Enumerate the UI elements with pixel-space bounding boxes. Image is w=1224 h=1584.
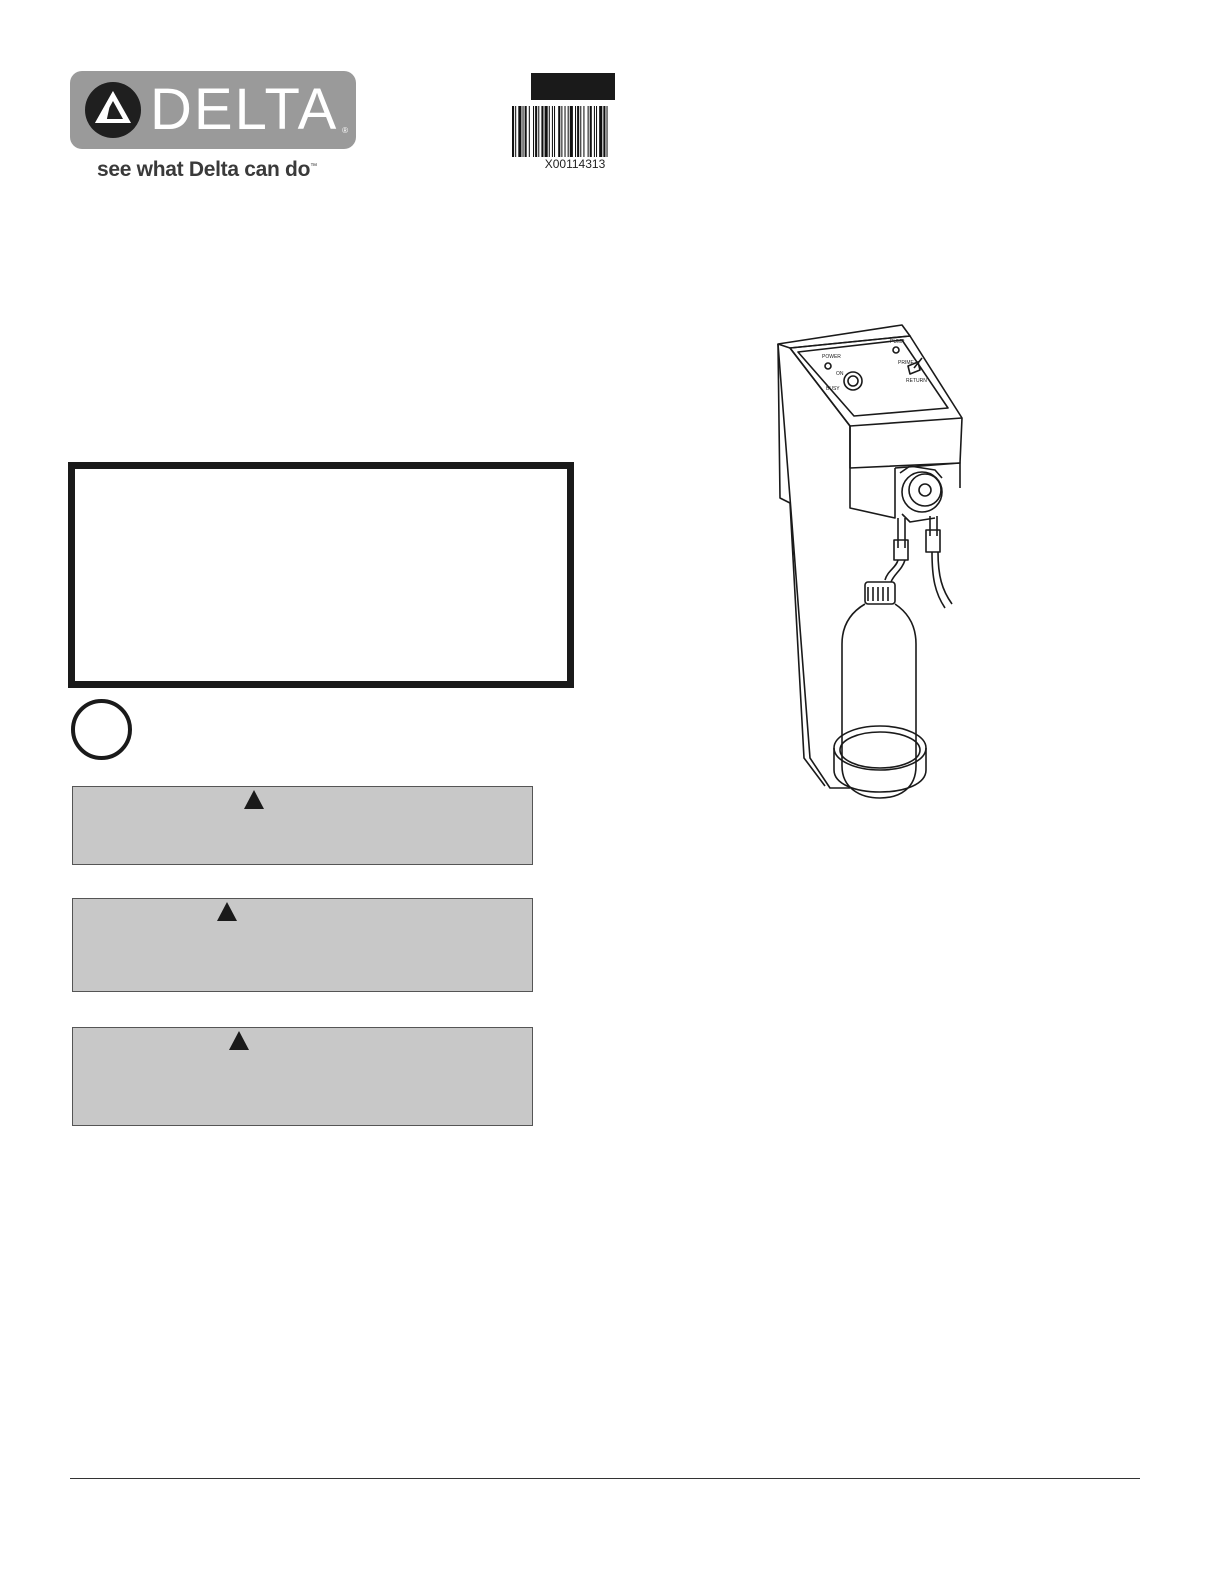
- dispenser-illustration: [770, 318, 980, 808]
- barcode-bar: [545, 106, 548, 157]
- panel-label-return: RETURN: [906, 378, 927, 384]
- barcode-bar: [558, 106, 560, 157]
- notice-box: [68, 462, 574, 688]
- panel-label-prime: PRIME: [898, 360, 914, 366]
- barcode-bar: [549, 106, 550, 157]
- warning-triangle-icon: [217, 902, 237, 921]
- barcode-bar: [577, 106, 579, 157]
- footer-divider: [70, 1478, 1140, 1479]
- barcode-bar: [538, 106, 539, 157]
- warning-triangle-icon: [229, 1031, 249, 1050]
- barcode-bar: [515, 106, 516, 157]
- barcode-bar: [590, 106, 592, 157]
- barcode-bar: [561, 106, 562, 157]
- barcode-bar: [583, 106, 584, 157]
- barcode-bar: [588, 106, 589, 157]
- barcode-number: X00114313: [544, 157, 606, 171]
- barcode-bar: [580, 106, 581, 157]
- barcode: [512, 106, 638, 157]
- barcode-bar: [541, 106, 543, 157]
- tagline-text: see what Delta can do: [97, 158, 311, 181]
- barcode-bar: [552, 106, 553, 157]
- logo-wordmark: DELTA: [150, 77, 339, 142]
- barcode-bar: [596, 106, 597, 157]
- barcode-bar: [512, 106, 514, 157]
- barcode-bar: [570, 106, 573, 157]
- barcode-bar: [565, 106, 566, 157]
- barcode-bar: [568, 106, 569, 157]
- barcode-bar: [575, 106, 576, 157]
- barcode-bar: [594, 106, 595, 157]
- tagline: [97, 158, 317, 182]
- warning-triangle-icon: [244, 790, 264, 809]
- circle-icon: [71, 699, 132, 760]
- panel-label-pump: PUMP: [890, 339, 905, 345]
- barcode-bar: [525, 106, 527, 157]
- barcode-bar: [599, 106, 602, 157]
- registered-mark: ®: [342, 126, 348, 135]
- barcode-label-block: [531, 73, 615, 100]
- delta-triangle-icon: [84, 81, 142, 139]
- barcode-bar: [518, 106, 521, 157]
- barcode-bar: [535, 106, 537, 157]
- panel-label-on: ON: [836, 371, 844, 377]
- barcode-bar: [603, 106, 605, 157]
- delta-logo: [70, 71, 356, 149]
- barcode-bar: [523, 106, 524, 157]
- trademark-mark: ™: [310, 163, 317, 170]
- barcode-bar: [607, 106, 608, 157]
- warning-box: [72, 786, 533, 865]
- barcode-bar: [554, 106, 555, 157]
- barcode-bar: [529, 106, 530, 157]
- barcode-bar: [533, 106, 534, 157]
- panel-label-busy: BUSY: [826, 386, 840, 392]
- panel-label-power: POWER: [822, 354, 841, 360]
- warning-box: [72, 898, 533, 992]
- warning-box: [72, 1027, 533, 1126]
